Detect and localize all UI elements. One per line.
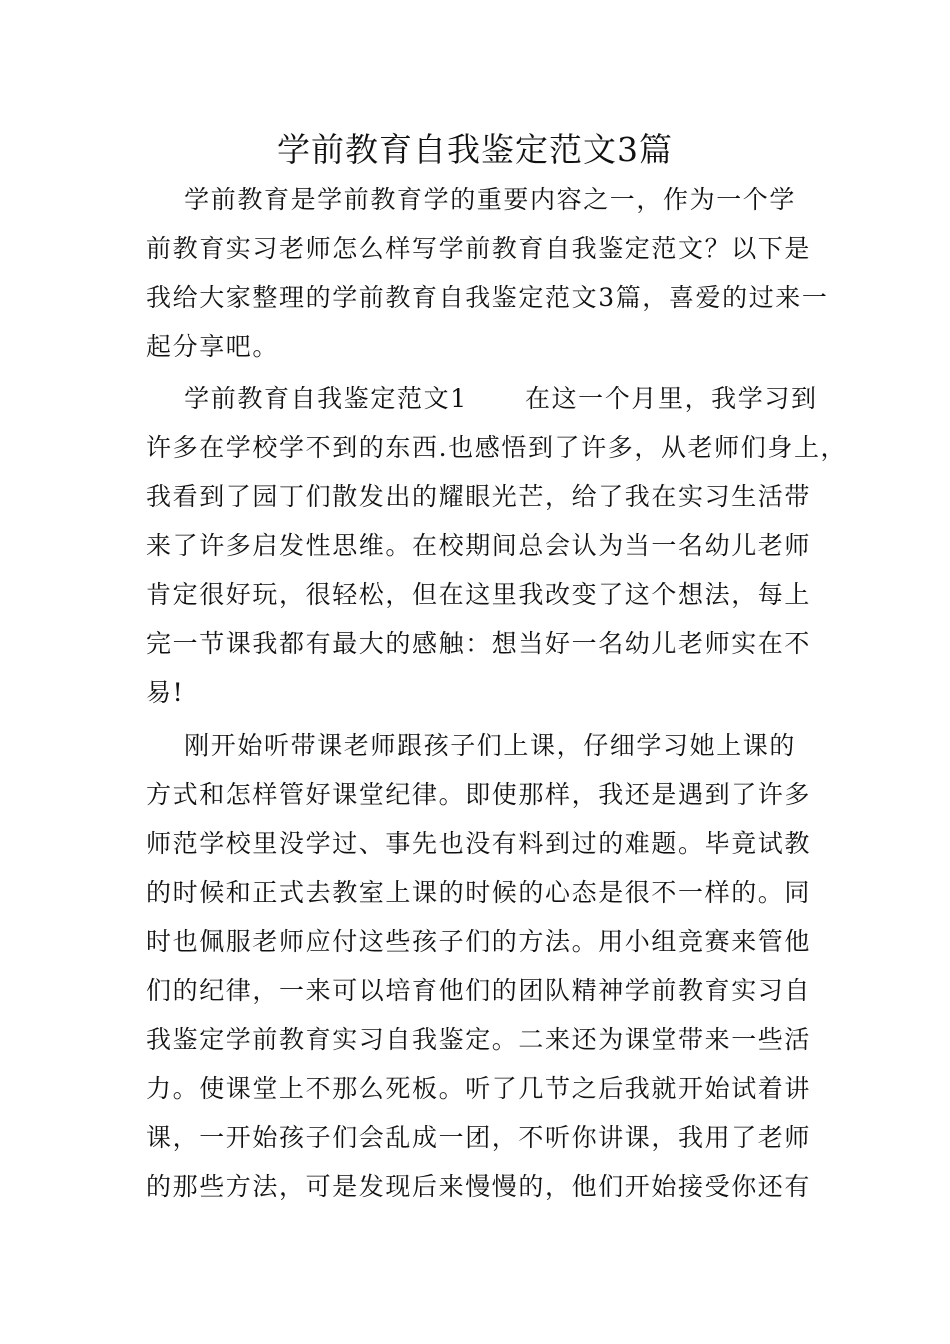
body-line: 力。使课堂上不那么死板。听了几节之后我就开始试着讲	[146, 1074, 812, 1103]
body-line: 学前教育是学前教育学的重要内容之一，作为一个学	[146, 185, 796, 214]
body-line: 易!	[146, 678, 185, 707]
body-line: 我鉴定学前教育实习自我鉴定。二来还为课堂带来一些活	[146, 1025, 812, 1054]
body-line: 的时候和正式去教室上课的时候的心态是很不一样的。同	[146, 878, 812, 907]
body-line: 我看到了园丁们散发出的耀眼光芒，给了我在实习生活带	[146, 482, 812, 511]
body-line: 肯定很好玩，很轻松，但在这里我改变了这个想法，每上	[146, 580, 812, 609]
body-line: 课，一开始孩子们会乱成一团，不听你讲课，我用了老师	[146, 1123, 812, 1152]
body-line: 许多在学校学不到的东西.也感悟到了许多，从老师们身上，	[146, 433, 848, 462]
document-title: 学前教育自我鉴定范文3篇	[277, 130, 673, 169]
body-line: 刚开始听带课老师跟孩子们上课，仔细学习她上课的	[146, 731, 796, 760]
body-line: 们的纪律，一来可以培育他们的团队精神学前教育实习自	[146, 976, 812, 1005]
body-line: 时也佩服老师应付这些孩子们的方法。用小组竞赛来管他	[146, 927, 812, 956]
body-line: 师范学校里没学过、事先也没有料到过的难题。毕竟试教	[146, 829, 812, 858]
body-line: 起分享吧。	[146, 332, 280, 361]
body-line: 我给大家整理的学前教育自我鉴定范文3篇，喜爱的过来一	[146, 283, 829, 312]
body-line: 来了许多启发性思维。在校期间总会认为当一名幼儿老师	[146, 531, 812, 560]
body-line: 前教育实习老师怎么样写学前教育自我鉴定范文？以下是	[146, 234, 812, 263]
body-line: 完一节课我都有最大的感触：想当好一名幼儿老师实在不	[146, 629, 812, 658]
body-line: 方式和怎样管好课堂纪律。即使那样，我还是遇到了许多	[146, 780, 812, 809]
body-line: 的那些方法，可是发现后来慢慢的，他们开始接受你还有	[146, 1172, 812, 1201]
body-line: 学前教育自我鉴定范文1 在这一个月里，我学习到	[146, 384, 818, 413]
